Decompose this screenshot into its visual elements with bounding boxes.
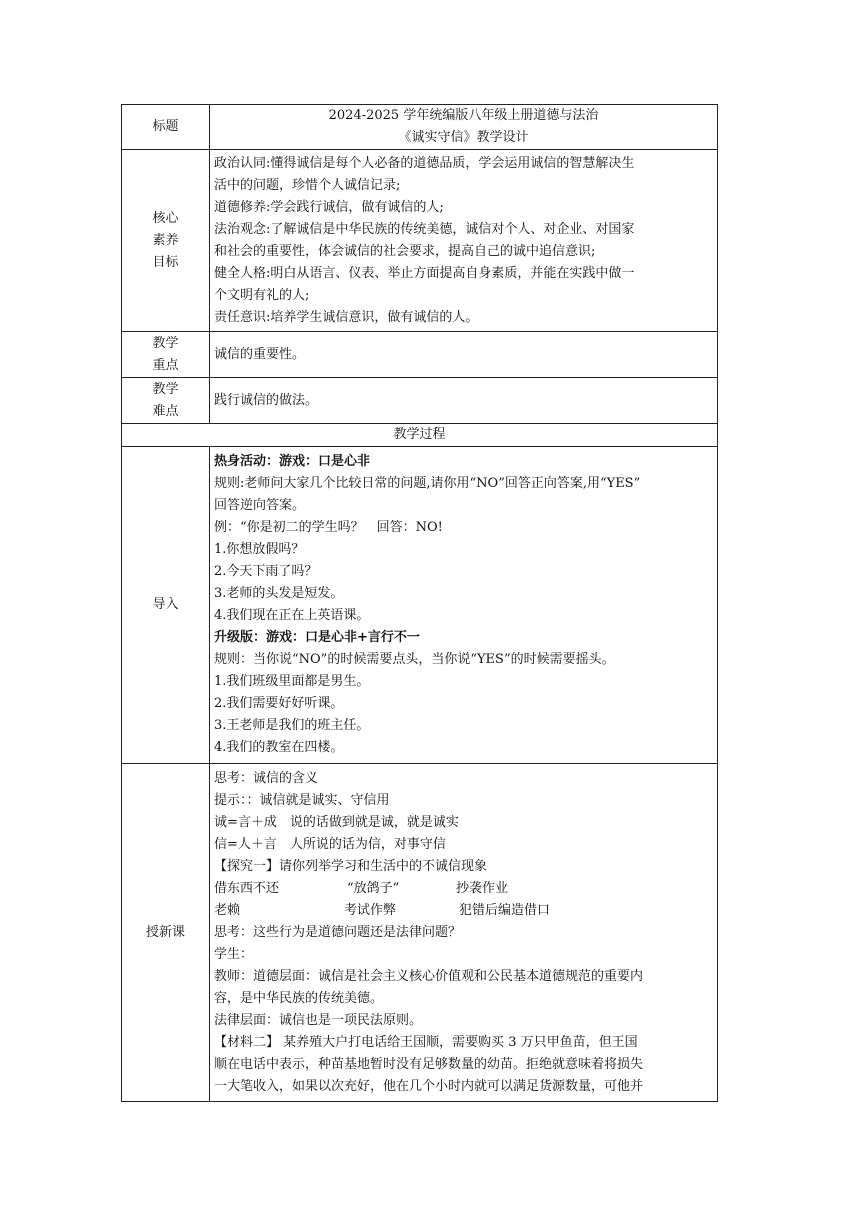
title-line-2: 《诚实守信》教学设计: [398, 130, 529, 145]
core-literacy-row: [122, 150, 718, 332]
key-point-label: [122, 332, 210, 378]
teacher-line: 教师：道德层面：诚信是社会主义核心价值观和公民基本道德规范的重要内: [214, 968, 644, 984]
core-line: 活中的问题，珍惜个人诚信记录;: [214, 177, 401, 193]
core-line: 法治观念:了解诚信是中华民族的传统美德，诚信对个人、对企业、对国家: [214, 221, 635, 237]
hint-line: 提示：：诚信就是诚实、守信用: [214, 792, 390, 808]
question-item: 1.你想放假吗？: [214, 542, 305, 557]
examples-row: [214, 900, 713, 922]
example-item: 考试作弊: [344, 902, 397, 918]
xin-line: 信=人＋言 人所说的话为信，对事守信: [214, 836, 446, 852]
material-line: 【材料二】 某养殖大户打电话给王国顺，需要购买 3 万只甲鱼苗，但王国: [214, 1034, 638, 1050]
key-point-label-line: 教学: [152, 335, 179, 351]
upgrade-question-item: 4.我们的教室在四楼。: [214, 740, 344, 755]
key-point-label-line: 重点: [152, 357, 179, 373]
example-item: 老赖: [214, 902, 241, 918]
warmup-title: 热身活动：游戏：口是心非: [214, 454, 371, 469]
difficulty-text: 践行诚信的做法。: [210, 378, 718, 424]
new-lesson-content: [210, 764, 718, 1102]
core-line: 道德修养:学会践行诚信，做有诚信的人;: [214, 199, 444, 215]
difficulty-label-line: 教学: [152, 381, 179, 397]
question-item: 3.老师的头发是短发。: [214, 586, 344, 601]
example-item: “放鸽子”: [347, 880, 400, 896]
upgrade-rule: 规则：当你说“NO”的时候需要点头，当你说“YES”的时候需要摇头。: [214, 652, 615, 667]
upgrade-question-item: 1.我们班级里面都是男生。: [214, 674, 370, 689]
difficulty-label-line: 难点: [152, 403, 179, 419]
key-point-row: [122, 332, 718, 378]
title-line-1: 2024-2025 学年统编版八年级上册道德与法治: [328, 108, 599, 123]
core-label-line: 目标: [152, 254, 179, 270]
difficulty-label: [122, 378, 210, 424]
process-header: 教学过程: [122, 424, 718, 447]
upgrade-question-item: 3.王老师是我们的班主任。: [214, 718, 370, 733]
title-row: [122, 105, 718, 150]
core-line: 和社会的重要性，体会诚信的社会要求，提高自己的诚中追信意识;: [214, 243, 596, 259]
example-item: 借东西不还: [214, 880, 280, 896]
title-cell: [210, 105, 718, 150]
core-literacy-content: [210, 150, 718, 332]
material-line: 顺在电话中表示，种苗基地暂时没有足够数量的幼苗。拒绝就意味着将损失: [214, 1056, 644, 1072]
think-line: 思考：诚信的含义: [214, 770, 319, 786]
core-label-line: 核心: [152, 210, 179, 226]
example-line: 例：“你是初二的学生吗？ 回答：NO!: [214, 520, 443, 535]
upgrade-title: 升级版：游戏：口是心非+言行不一: [214, 630, 420, 645]
lesson-plan-table: [121, 104, 718, 1102]
intro-label: 导入: [122, 447, 210, 764]
law-line: 法律层面：诚信也是一项民法原则。: [214, 1012, 423, 1028]
material-line: 一大笔收入，如果以次充好，他在几个小时内就可以满足货源数量，可他并: [214, 1078, 644, 1094]
student-line: 学生：: [214, 946, 254, 962]
example-item: 抄袭作业: [456, 880, 509, 896]
teacher-line: 容，是中华民族的传统美德。: [214, 990, 384, 1006]
new-lesson-row: [122, 764, 718, 1102]
key-point-text: 诚信的重要性。: [210, 332, 718, 378]
question-item: 4.我们现在正在上英语课。: [214, 608, 370, 623]
examples-row: [214, 878, 713, 900]
difficulty-row: [122, 378, 718, 424]
rule-line: 规则:老师问大家几个比较日常的问题,请你用“NO”回答正向答案,用“YES”: [214, 476, 641, 491]
rule-line: 回答逆向答案。: [214, 498, 306, 513]
think-line: 思考：这些行为是道德问题还是法律问题？: [214, 924, 462, 940]
core-line: 责任意识:培养学生诚信意识，做有诚信的人。: [214, 309, 479, 325]
new-lesson-label: 授新课: [122, 764, 210, 1102]
core-label-line: 素养: [152, 232, 179, 248]
core-line: 个文明有礼的人;: [214, 287, 310, 303]
process-header-row: [122, 424, 718, 447]
core-line: 政治认同:懂得诚信是每个人必备的道德品质，学会运用诚信的智慧解决生: [214, 155, 635, 171]
explore-line: 【探究一】请你列举学习和生活中的不诚信现象: [214, 858, 488, 874]
title-label: 标题: [122, 105, 210, 150]
intro-content: [210, 447, 718, 764]
core-literacy-label: [122, 150, 210, 332]
core-line: 健全人格:明白从语言、仪表、举止方面提高自身素质，并能在实践中做一: [214, 265, 635, 281]
upgrade-question-item: 2.我们需要好好听课。: [214, 696, 344, 711]
cheng-line: 诚=言＋成 说的话做到就是诚，就是诚实: [214, 814, 459, 830]
question-item: 2.今天下雨了吗？: [214, 564, 318, 579]
intro-row: [122, 447, 718, 764]
example-item: 犯错后编造借口: [459, 902, 551, 918]
